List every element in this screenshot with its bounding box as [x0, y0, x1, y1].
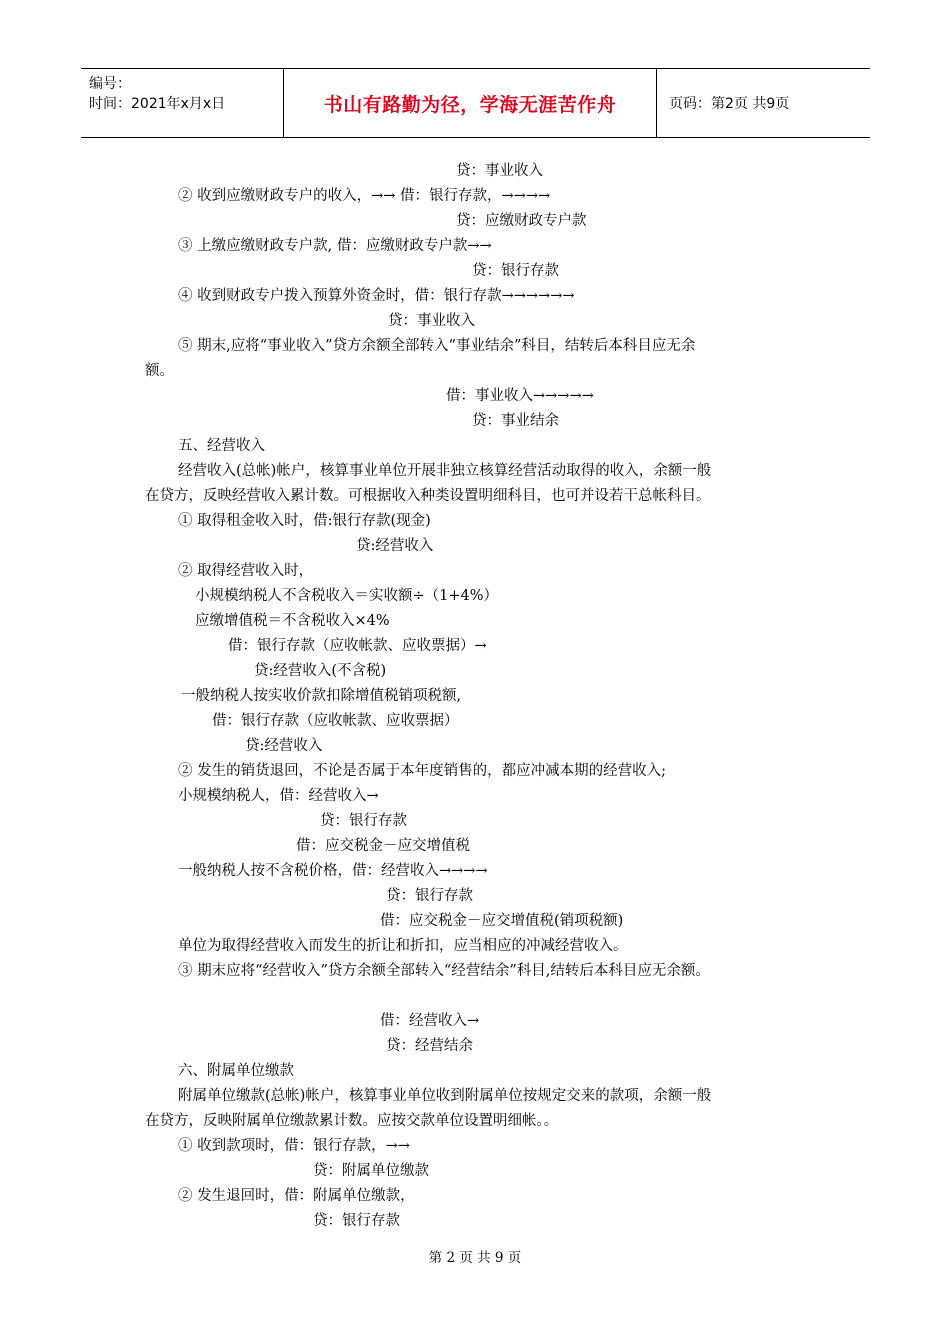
text-line: ② 发生退回时，借：附属单位缴款， — [178, 1188, 415, 1204]
text-line: 在贷方，反映经营收入累计数。可根据收入种类设置明细科目，也可并设若干总帐科目。 — [145, 488, 711, 504]
page-footer: 第 2 页 共 9 页 — [428, 1250, 522, 1266]
section-heading: 六、附属单位缴款 — [178, 1063, 294, 1079]
text-line: 借：银行存款（应收帐款、应收票据） — [212, 713, 459, 729]
text-line: 贷：事业结余 — [472, 413, 559, 429]
text-line: 贷：银行存款 — [320, 813, 407, 829]
text-line: 贷：事业收入 — [456, 163, 543, 179]
text-line: 借：事业收入→→→→→ — [446, 388, 594, 404]
text-line: 贷:经营收入(不含税) — [254, 663, 387, 679]
text-line: ④ 收到财政专户拨入预算外资金时，借：银行存款→→→→→→ — [178, 288, 575, 304]
text-line: ② 发生的销货退回，不论是否属于本年度销售的，都应冲减本期的经营收入; — [178, 763, 666, 779]
text-line: 贷：银行存款 — [386, 888, 473, 904]
text-line: ① 收到款项时，借：银行存款，→→ — [178, 1138, 410, 1154]
date-line: 时间：2021年x月x日 — [89, 96, 226, 112]
text-line: ③ 上缴应缴财政专户款, 借：应缴财政专户款→→ — [178, 238, 492, 254]
page-code: 页码：第2页 共9页 — [669, 96, 790, 112]
text-line: 贷：附属单位缴款 — [313, 1163, 429, 1179]
text-line: 一般纳税人按实收价款扣除增值税销项税额, — [181, 688, 462, 704]
text-line: 附属单位缴款(总帐)帐户，核算事业单位收到附属单位按规定交来的款项，余额一般 — [178, 1088, 712, 1104]
text-line: 小规模纳税人不含税收入＝实收额÷（1+4%） — [195, 588, 499, 604]
header-info-cell — [81, 69, 284, 137]
text-line: 借：应交税金－应交增值税 — [296, 838, 470, 854]
text-line: 借：应交税金－应交增值税(销项税额) — [380, 913, 624, 929]
text-line: ③ 期末应将“经营收入”贷方余额全部转入“经营结余”科目,结转后本科目应无余额。 — [178, 963, 710, 979]
text-line: 借：银行存款（应收帐款、应收票据）→ — [228, 638, 487, 654]
text-line: 贷:经营收入 — [245, 738, 323, 754]
serial-label: 编号： — [89, 76, 131, 92]
text-line: 小规模纳税人，借：经营收入→ — [178, 788, 379, 804]
text-line: 一般纳税人按不含税价格，借：经营收入→→→→ — [178, 863, 488, 879]
header-motto-cell — [284, 69, 657, 137]
text-line: 额。 — [145, 363, 174, 379]
text-line: 应缴增值税＝不含税收入×4% — [195, 613, 390, 629]
text-line: ⑤ 期末,应将“事业收入”贷方余额全部转入“事业结余”科目，结转后本科目应无余 — [178, 338, 696, 354]
text-line: 贷：应缴财政专户款 — [456, 213, 587, 229]
section-heading: 五、经营收入 — [178, 438, 265, 454]
text-line: 贷：事业收入 — [388, 313, 475, 329]
header-page-cell — [657, 69, 870, 137]
text-line: 贷：银行存款 — [313, 1213, 400, 1229]
text-line: ① 取得租金收入时，借:银行存款(现金) — [178, 513, 431, 529]
text-line: 经营收入(总帐)帐户，核算事业单位开展非独立核算经营活动取得的收入，余额一般 — [178, 463, 712, 479]
page-header — [81, 68, 870, 138]
text-line: 贷：经营结余 — [386, 1038, 473, 1054]
text-line: ② 取得经营收入时， — [178, 563, 314, 579]
text-line: 在贷方，反映附属单位缴款累计数。应按交款单位设置明细帐。。 — [145, 1113, 559, 1129]
text-line: 单位为取得经营收入而发生的折让和折扣，应当相应的冲减经营收入。 — [178, 938, 628, 954]
motto: 书山有路勤为径，学海无涯苦作舟 — [323, 93, 617, 116]
text-line: ② 收到应缴财政专户的收入，→→ 借：银行存款，→→→→ — [178, 188, 551, 204]
text-line: 贷：银行存款 — [472, 263, 559, 279]
text-line: 借：经营收入→ — [380, 1013, 480, 1029]
text-line: 贷:经营收入 — [356, 538, 434, 554]
